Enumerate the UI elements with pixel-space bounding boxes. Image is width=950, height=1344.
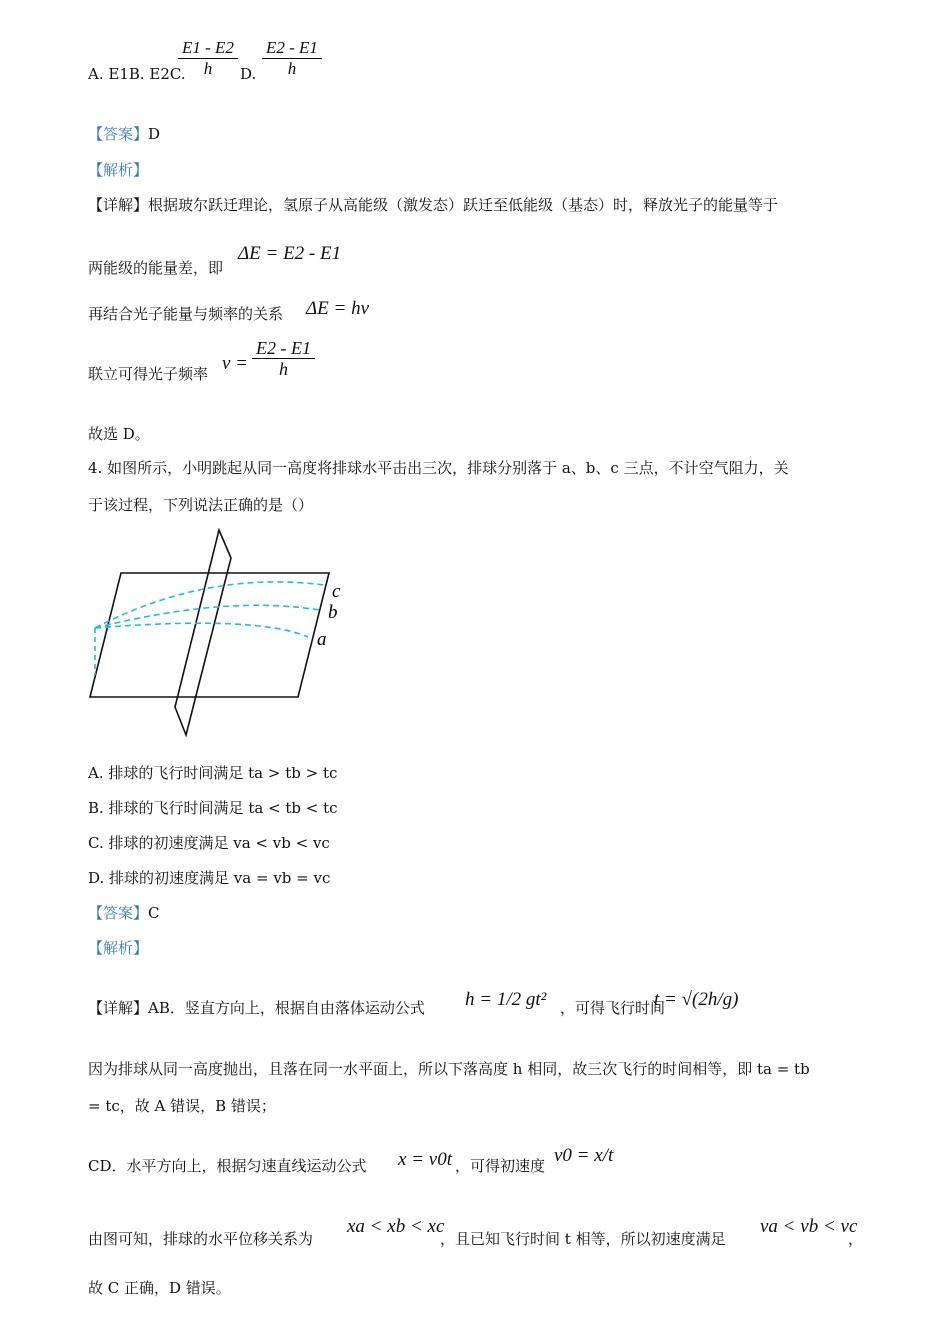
q4-formula-flight-time: t = √(2h/g) [654, 989, 739, 1010]
q4-detail-cd-text-2: ，可得初速度 [455, 1157, 546, 1175]
net-plane [175, 530, 231, 735]
q3-detail-line-1 [88, 195, 778, 215]
q3-option-d-numerator: E2 - E1 [262, 38, 322, 59]
q4-formula-displacement-order: xa < xb < xc [347, 1216, 445, 1237]
q3-option-d-label: D. [240, 65, 257, 83]
q3-option-d-fraction [262, 38, 322, 79]
q4-option-d: D. 排球的初速度满足 va = vb = vc [88, 869, 331, 887]
q4-detail-cd-line-1: CD．水平方向上，根据匀速直线运动公式 [88, 1157, 367, 1175]
q4-stem-line-2: 于该过程，下列说法正确的是（） [88, 496, 314, 514]
q3-detail-line-3: 再结合光子能量与频率的关系 [88, 305, 284, 323]
q4-analysis-label: 【解析】 [88, 939, 149, 957]
q3-formula-photon-energy: ΔE = hν [306, 298, 370, 319]
q3-option-c-denominator: h [203, 59, 213, 78]
point-label-b: b [328, 602, 338, 623]
point-label-c: c [332, 581, 341, 602]
q3-detail-text-1: 根据玻尔跃迁理论，氢原子从高能级（激发态）跃迁至低能级（基态）时，释放光子的能量等于 [148, 196, 779, 214]
q4-detail-cd-text-5: ， [848, 1230, 864, 1248]
q4-detail-ab-text-2: ，可得飞行时间 [560, 999, 666, 1017]
q4-formula-initial-velocity: v0 = x/t [554, 1145, 614, 1166]
q3-detail-line-4: 联立可得光子频率 [88, 365, 209, 383]
trajectory-a [95, 623, 308, 637]
q4-detail-cd-text-4: ，且已知飞行时间 t 相等，所以初速度满足 [440, 1230, 726, 1248]
q3-conclusion: 故选 D。 [88, 425, 150, 443]
q3-option-d-denominator: h [287, 59, 297, 78]
q3-frequency-numerator: E2 - E1 [252, 338, 315, 359]
q4-formula-velocity-order: va < vb < vc [760, 1216, 858, 1237]
q4-formula-free-fall: h = 1/2 gt² [465, 989, 547, 1010]
ground-plane [90, 573, 329, 697]
q3-answer-value: D [148, 125, 161, 143]
q4-option-b: B. 排球的飞行时间满足 ta < tb < tc [88, 799, 338, 817]
q4-detail-ab-line-3: 因为排球从同一高度抛出，且落在同一水平面上，所以下落高度 h 相同，故三次飞行的时间相等，即 ta = tb [88, 1060, 810, 1078]
trajectory-b [95, 605, 319, 628]
q3-formula-energy-difference: ΔE = E2 - E1 [238, 243, 342, 264]
q4-option-a: A. 排球的飞行时间满足 ta > tb > tc [88, 764, 338, 782]
q3-options-line [88, 64, 186, 84]
q4-detail-ab-text-1: AB．竖直方向上，根据自由落体运动公式 [148, 999, 425, 1017]
q4-stem-line-1: 4. 如图所示，小明跳起从同一高度将排球水平击出三次，排球分别落于 a、b、c 三点，不计空气阻力，关 [88, 459, 789, 477]
q4-conclusion: 故 C 正确，D 错误。 [88, 1279, 231, 1297]
q3-analysis-label: 【解析】 [88, 161, 149, 179]
q4-detail-ab-line-1 [88, 998, 425, 1018]
q4-answer-label: 【答案】 [88, 904, 149, 922]
q4-detail-ab-line-4: = tc，故 A 错误，B 错误； [88, 1097, 276, 1115]
q3-answer-label: 【答案】 [88, 125, 149, 143]
q3-frequency-denominator: h [278, 359, 288, 379]
q4-option-c: C. 排球的初速度满足 va < vb < vc [88, 834, 330, 852]
q3-detail-label: 【详解】 [88, 196, 149, 214]
q3-formula-frequency-lhs: ν = [222, 353, 249, 374]
q3-detail-line-2: 两能级的能量差，即 [88, 259, 224, 277]
q3-options-ab-c: A. E1B. E2C. [88, 65, 186, 83]
q4-detail-cd-line-3: 由图可知，排球的水平位移关系为 [88, 1230, 314, 1248]
q4-detail-label: 【详解】 [88, 999, 149, 1017]
q4-volleyball-figure [86, 525, 366, 740]
q4-formula-uniform-motion: x = v0t [398, 1149, 452, 1170]
trajectory-c [95, 582, 324, 628]
point-label-a: a [317, 629, 327, 650]
q3-option-c-numerator: E1 - E2 [178, 38, 238, 59]
q3-formula-frequency-fraction [252, 338, 315, 379]
q3-option-c-fraction [178, 38, 238, 79]
q4-answer-value: C [148, 904, 160, 922]
q3-answer-line [88, 124, 160, 144]
q4-answer-line [88, 903, 160, 923]
